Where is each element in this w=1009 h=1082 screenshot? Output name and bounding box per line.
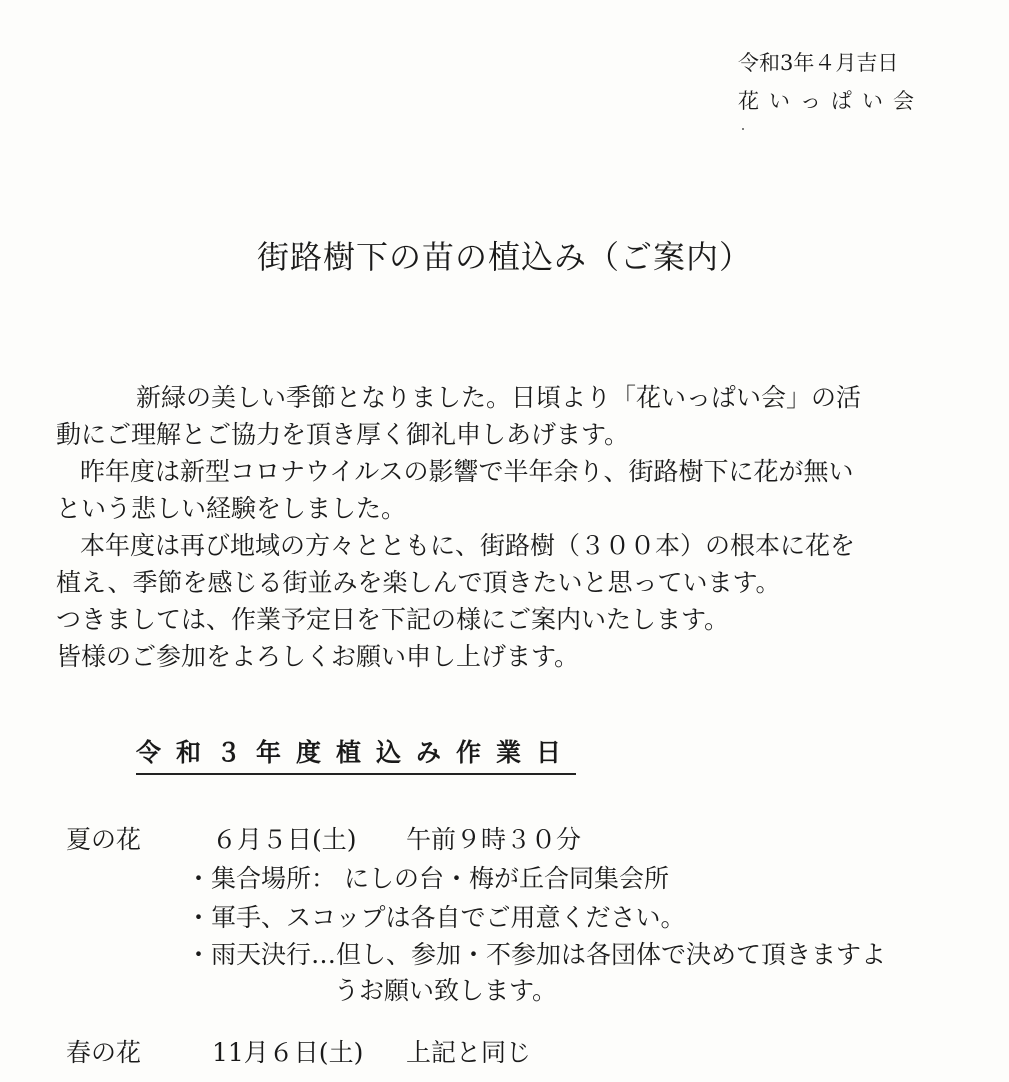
- summer-date: ６月５日(土): [212, 825, 357, 854]
- body-line: 植え、季節を感じる街並みを楽しんで頂きたいと思っています。: [56, 568, 781, 597]
- spring-note: 上記と同じ: [406, 1038, 532, 1067]
- body-line: 動にご理解とご協力を頂き厚く御礼申しあげます。: [56, 420, 630, 449]
- section-heading: 令和３年度植込み作業日: [136, 733, 576, 775]
- document-header: [738, 44, 924, 120]
- summer-time: 午前９時３０分: [406, 825, 582, 854]
- scan-speck: [742, 128, 744, 130]
- summer-note-rain-continuation: うお願い致します。: [334, 976, 558, 1005]
- document-title: 街路樹下の苗の植込み（ご案内）: [256, 238, 752, 276]
- issue-date: 令和3年４月吉日: [738, 51, 899, 75]
- body-line: という悲しい経験をしました。: [56, 494, 407, 523]
- body-line: 昨年度は新型コロナウイルスの影響で半年余り、街路樹下に花が無い: [80, 457, 854, 486]
- body-line: 皆様のご参加をよろしくお願い申し上げます。: [56, 642, 580, 671]
- summer-note-rain: ・雨天決行…但し、参加・不参加は各団体で決めて頂きますよ: [186, 940, 887, 969]
- summer-note-location: ・集合場所： にしの台・梅が丘合同集会所: [186, 864, 669, 893]
- organization-name: 花いっぱい会: [738, 89, 924, 113]
- body-paragraphs: [56, 379, 961, 675]
- body-line: 新緑の美しい季節となりました。日頃より「花いっぱい会」の活: [136, 383, 862, 412]
- body-line: 本年度は再び地域の方々とともに、街路樹（３００本）の根本に花を: [80, 531, 856, 560]
- body-line: つきましては、作業予定日を下記の様にご案内いたします。: [56, 605, 730, 634]
- summer-note-equipment: ・軍手、スコップは各自でご用意ください。: [186, 903, 686, 932]
- summer-label: 夏の花: [66, 825, 142, 854]
- spring-date: 11月６日(土): [212, 1038, 364, 1067]
- spring-label: 春の花: [66, 1038, 142, 1067]
